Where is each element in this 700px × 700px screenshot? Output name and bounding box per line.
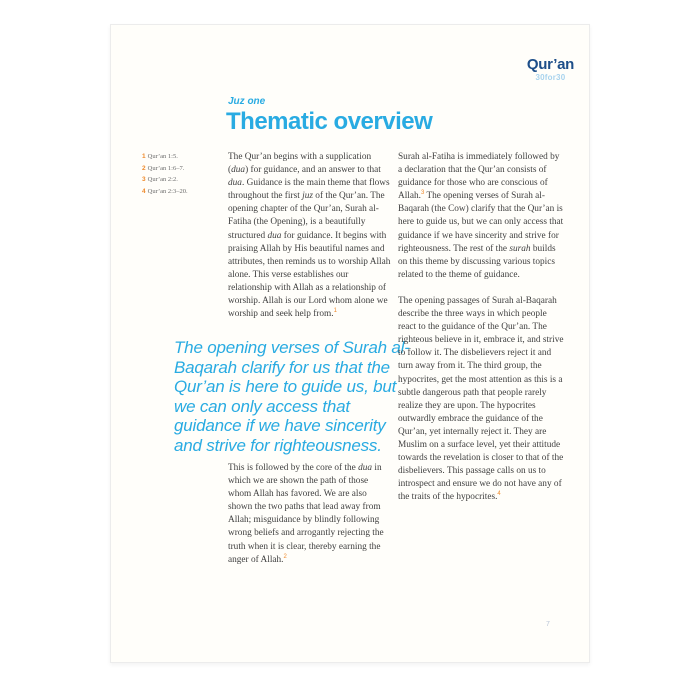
footnote-number: 1 — [142, 153, 146, 160]
kicker-juz-one: Juz one — [228, 96, 266, 107]
column2 — [398, 151, 565, 517]
footnote-text: Qur’an 1:5. — [147, 153, 178, 160]
footnote-number: 4 — [142, 187, 146, 195]
column2-paragraph1: Surah al-Fatiha is immediately followed by a declaration that the Qur’an consists of guidance for those who are conscious of Allah.$^3$ The opening verses of Surah al-Baqarah (the Cow) clarify that the Qur’an is here to guide us, but we can only access that guidance if we have sincerity and strive for righteousness. The rest of the surah builds on this theme by discussing various topics related to the theme of guidance. — [398, 152, 564, 280]
footnote-number: 2 — [142, 164, 146, 172]
footnote-item — [142, 176, 226, 183]
column1-paragraph1: The Qur’an begins with a supplication (dua) for guidance, and an answer to that dua. Guidance is the main theme that flows throughout the first juz of the Qur’an. The opening chapter of the Qur’an, Surah al-Fatiha (the Opening), is a beautifully structured dua for guidance. It begins with praising Allah by His beautiful names and attributes, then reminds us to worship Allah alone. This verse establishes our relationship with Allah as a relationship of worship. Allah is our Lord whom alone we worship and seek help from.$^1$ — [228, 152, 391, 320]
column1-paragraph2: This is followed by the core of the dua in which we are shown the path of those whom Allah has favored. We are also shown the two paths that lead away from Allah; misguidance by blindly following wrong beliefs and arrogantly rejecting the truth when it is clear, thereby earning the anger of Allah.$^2$ — [228, 463, 384, 565]
page-number: 7 — [546, 621, 550, 628]
page-title: Thematic overview — [226, 108, 433, 135]
brand-title: Qur’an — [526, 56, 574, 73]
footnote-item — [142, 165, 226, 172]
footnote-text: Qur’an 2:3–20. — [147, 187, 188, 195]
brand-logo — [527, 57, 574, 82]
footnotes-list — [142, 153, 226, 199]
brand-subtitle: 30for30 — [535, 73, 566, 82]
footnote-text: Qur’an 2:2. — [147, 176, 178, 183]
footnote-item — [142, 153, 226, 160]
pull-quote: The opening verses of Surah al-Baqarah clarify for us that the Qur’an is here to guide us, but we can only access that guidance if we have sincerity and strive for righteousness. — [174, 338, 410, 455]
footnote-item — [142, 188, 226, 195]
document-page — [110, 24, 590, 663]
footnote-text: Qur’an 1:6–7. — [147, 164, 185, 172]
column2-paragraph2: The opening passages of Surah al-Baqarah describe the three ways in which people react to the guidance of the Qur’an. The righteous believe in it, embrace it, and strive to follow it. The disbelievers reject it and turn away from it. The third group, the hypocrites, get the most attention as this is a subtle dangerous path that people rarely realize they are upon. The hypocrites outwardly embrace the guidance of the Qur’an, yet internally reject it. They are Muslim on a surface level, yet their attitude towards the revelation is closer to that of the disbelievers. This passage calls on us to introspect and ensure we do not have any of the traits of the hypocrites.$^4$ — [398, 295, 564, 503]
footnote-number: 3 — [142, 176, 146, 183]
